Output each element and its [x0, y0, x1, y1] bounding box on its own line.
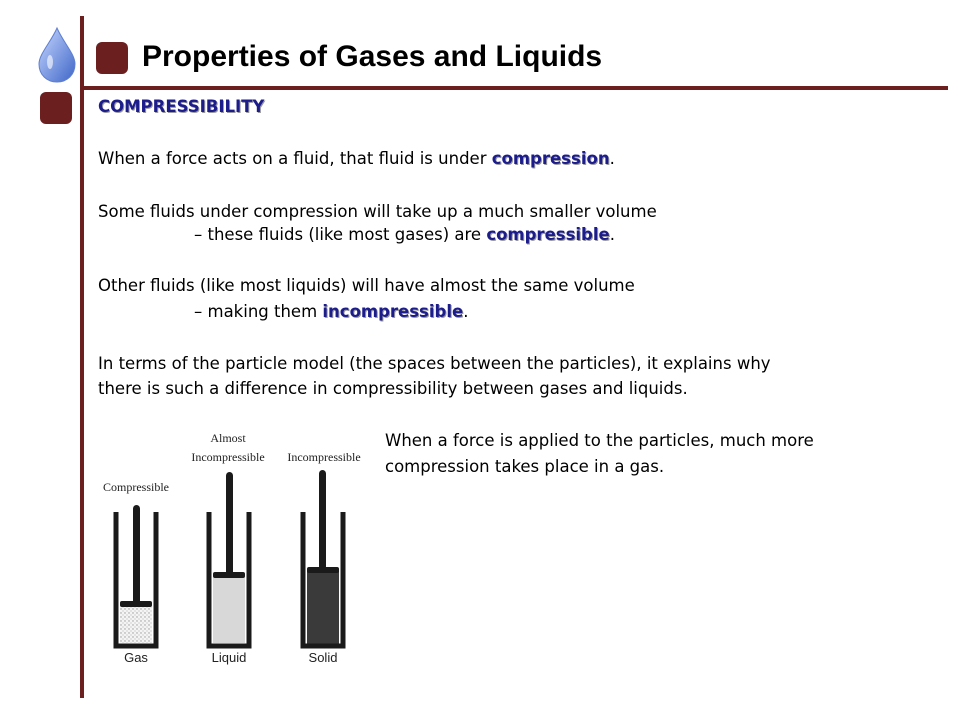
paragraph-compressible-line2: [194, 223, 615, 247]
solid-bottom-label: Solid: [308, 650, 338, 665]
paragraph-text: .: [463, 302, 469, 321]
liquid-top-label-line2: Incompressible: [191, 450, 265, 464]
liquid-top-label-line1: Almost: [210, 431, 246, 445]
section-heading: COMPRESSIBILITY: [98, 97, 265, 116]
gas-bottom-label: Gas: [124, 650, 148, 665]
paragraph-text: – making them: [194, 302, 323, 321]
paragraph-text: .: [609, 225, 615, 244]
paragraph-text: – these fluids (like most gases) are: [194, 225, 487, 244]
paragraph-force-line2: compression takes place in a gas.: [385, 457, 665, 476]
gas-cylinder: [116, 505, 156, 646]
section-bullet-square: [40, 92, 72, 124]
water-drop-icon: [36, 26, 78, 84]
term-compressible: compressible: [486, 225, 610, 244]
term-compression: compression: [491, 149, 610, 168]
gas-top-label: Compressible: [103, 480, 169, 494]
paragraph-particle-model-line2: there is such a difference in compressibility between gases and liquids.: [98, 379, 688, 398]
paragraph-compression: [98, 147, 615, 171]
compressibility-cylinders-figure: [96, 420, 376, 680]
paragraph-incompressible-line1: Other fluids (like most liquids) will have almost the same volume: [98, 276, 635, 295]
term-incompressible: incompressible: [322, 302, 464, 321]
solid-cylinder: [303, 470, 343, 646]
paragraph-particle-model-line1: In terms of the particle model (the spaces between the particles), it explains why: [98, 354, 771, 373]
liquid-cylinder: [209, 472, 249, 646]
paragraph-compressible-line1: Some fluids under compression will take up a much smaller volume: [98, 202, 657, 221]
title-bullet-square: [96, 42, 128, 74]
paragraph-incompressible-line2: [194, 300, 468, 324]
page-title: Properties of Gases and Liquids: [142, 40, 603, 73]
paragraph-force-line1: When a force is applied to the particles, much more: [385, 431, 814, 450]
solid-top-label: Incompressible: [287, 450, 361, 464]
paragraph-text: .: [609, 149, 615, 168]
liquid-bottom-label: Liquid: [211, 650, 247, 665]
vertical-rule: [80, 16, 84, 698]
horizontal-rule: [84, 86, 948, 90]
paragraph-text: When a force acts on a fluid, that fluid is under: [98, 149, 492, 168]
